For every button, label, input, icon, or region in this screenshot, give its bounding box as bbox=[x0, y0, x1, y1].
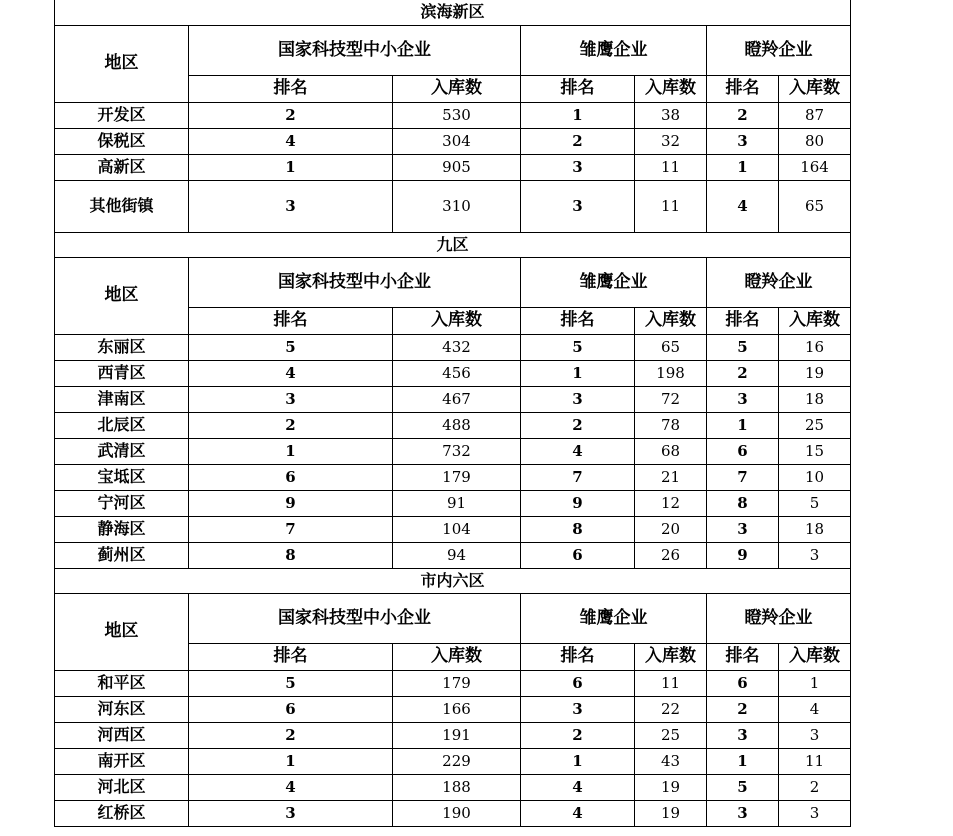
gazelle-count: 16 bbox=[779, 334, 851, 360]
table-row bbox=[55, 670, 851, 696]
sme-count: 530 bbox=[393, 102, 521, 128]
gazelle-rank: 7 bbox=[707, 464, 779, 490]
sme-count: 91 bbox=[393, 490, 521, 516]
region-name: 北辰区 bbox=[55, 412, 189, 438]
eaglet-count: 26 bbox=[635, 542, 707, 568]
sme-count: 191 bbox=[393, 722, 521, 748]
region-name: 红桥区 bbox=[55, 800, 189, 826]
table-row bbox=[55, 774, 851, 800]
eaglet-rank: 6 bbox=[521, 670, 635, 696]
group-header-gazelle: 瞪羚企业 bbox=[707, 257, 851, 307]
gazelle-count: 11 bbox=[779, 748, 851, 774]
region-header: 地区 bbox=[55, 25, 189, 102]
gazelle-rank: 2 bbox=[707, 102, 779, 128]
eaglet-rank: 3 bbox=[521, 180, 635, 232]
sme-count: 188 bbox=[393, 774, 521, 800]
region-name: 武清区 bbox=[55, 438, 189, 464]
section-title: 市内六区 bbox=[55, 568, 851, 593]
region-name: 河西区 bbox=[55, 722, 189, 748]
table-row bbox=[55, 722, 851, 748]
sme-rank: 4 bbox=[189, 774, 393, 800]
sme-rank: 5 bbox=[189, 334, 393, 360]
group-header-sme: 国家科技型中小企业 bbox=[189, 25, 521, 75]
gazelle-rank: 4 bbox=[707, 180, 779, 232]
region-name: 静海区 bbox=[55, 516, 189, 542]
sme-count: 94 bbox=[393, 542, 521, 568]
region-name: 南开区 bbox=[55, 748, 189, 774]
eaglet-rank: 4 bbox=[521, 438, 635, 464]
table-row bbox=[55, 102, 851, 128]
gazelle-rank: 1 bbox=[707, 154, 779, 180]
rank-header: 排名 bbox=[521, 75, 635, 102]
eaglet-count: 68 bbox=[635, 438, 707, 464]
count-header: 入库数 bbox=[779, 643, 851, 670]
sme-rank: 8 bbox=[189, 542, 393, 568]
gazelle-count: 164 bbox=[779, 154, 851, 180]
eaglet-rank: 1 bbox=[521, 748, 635, 774]
eaglet-count: 25 bbox=[635, 722, 707, 748]
rank-header: 排名 bbox=[707, 307, 779, 334]
gazelle-rank: 5 bbox=[707, 334, 779, 360]
gazelle-count: 3 bbox=[779, 800, 851, 826]
rank-header: 排名 bbox=[521, 643, 635, 670]
table-row bbox=[55, 128, 851, 154]
eaglet-rank: 3 bbox=[521, 154, 635, 180]
region-name: 高新区 bbox=[55, 154, 189, 180]
sme-rank: 3 bbox=[189, 386, 393, 412]
eaglet-count: 20 bbox=[635, 516, 707, 542]
sme-count: 229 bbox=[393, 748, 521, 774]
eaglet-count: 19 bbox=[635, 800, 707, 826]
gazelle-count: 10 bbox=[779, 464, 851, 490]
region-name: 其他街镇 bbox=[55, 180, 189, 232]
eaglet-rank: 1 bbox=[521, 102, 635, 128]
eaglet-rank: 4 bbox=[521, 800, 635, 826]
sme-rank: 6 bbox=[189, 696, 393, 722]
gazelle-count: 19 bbox=[779, 360, 851, 386]
gazelle-rank: 8 bbox=[707, 490, 779, 516]
table-row bbox=[55, 334, 851, 360]
sme-count: 166 bbox=[393, 696, 521, 722]
sme-rank: 9 bbox=[189, 490, 393, 516]
sme-rank: 3 bbox=[189, 800, 393, 826]
enterprise-ranking-table bbox=[54, 0, 851, 827]
eaglet-count: 19 bbox=[635, 774, 707, 800]
table-row bbox=[55, 154, 851, 180]
table-row bbox=[55, 360, 851, 386]
eaglet-rank: 3 bbox=[521, 386, 635, 412]
sme-count: 179 bbox=[393, 464, 521, 490]
eaglet-count: 72 bbox=[635, 386, 707, 412]
table-row bbox=[55, 748, 851, 774]
sme-rank: 5 bbox=[189, 670, 393, 696]
sme-count: 190 bbox=[393, 800, 521, 826]
section-title: 滨海新区 bbox=[55, 0, 851, 25]
region-name: 河东区 bbox=[55, 696, 189, 722]
eaglet-rank: 9 bbox=[521, 490, 635, 516]
eaglet-rank: 6 bbox=[521, 542, 635, 568]
sme-rank: 2 bbox=[189, 722, 393, 748]
group-header-gazelle: 瞪羚企业 bbox=[707, 593, 851, 643]
group-header-eaglet: 雏鹰企业 bbox=[521, 257, 707, 307]
group-header-eaglet: 雏鹰企业 bbox=[521, 593, 707, 643]
sme-rank: 6 bbox=[189, 464, 393, 490]
sme-rank: 2 bbox=[189, 102, 393, 128]
rank-header: 排名 bbox=[189, 75, 393, 102]
eaglet-count: 11 bbox=[635, 180, 707, 232]
gazelle-count: 65 bbox=[779, 180, 851, 232]
sme-rank: 2 bbox=[189, 412, 393, 438]
gazelle-rank: 1 bbox=[707, 412, 779, 438]
sme-count: 488 bbox=[393, 412, 521, 438]
eaglet-count: 65 bbox=[635, 334, 707, 360]
header-row bbox=[55, 593, 851, 643]
gazelle-rank: 6 bbox=[707, 670, 779, 696]
eaglet-count: 22 bbox=[635, 696, 707, 722]
gazelle-count: 18 bbox=[779, 516, 851, 542]
rank-header: 排名 bbox=[707, 643, 779, 670]
eaglet-count: 21 bbox=[635, 464, 707, 490]
region-name: 西青区 bbox=[55, 360, 189, 386]
group-header-eaglet: 雏鹰企业 bbox=[521, 25, 707, 75]
region-name: 宁河区 bbox=[55, 490, 189, 516]
rank-header: 排名 bbox=[707, 75, 779, 102]
gazelle-count: 1 bbox=[779, 670, 851, 696]
sme-rank: 1 bbox=[189, 748, 393, 774]
section-title-row bbox=[55, 0, 851, 25]
sme-rank: 7 bbox=[189, 516, 393, 542]
table-row bbox=[55, 386, 851, 412]
count-header: 入库数 bbox=[393, 75, 521, 102]
gazelle-rank: 1 bbox=[707, 748, 779, 774]
eaglet-rank: 4 bbox=[521, 774, 635, 800]
region-name: 开发区 bbox=[55, 102, 189, 128]
table-row bbox=[55, 490, 851, 516]
eaglet-rank: 1 bbox=[521, 360, 635, 386]
count-header: 入库数 bbox=[635, 75, 707, 102]
gazelle-count: 4 bbox=[779, 696, 851, 722]
sme-rank: 4 bbox=[189, 128, 393, 154]
gazelle-rank: 3 bbox=[707, 722, 779, 748]
table-body bbox=[55, 0, 851, 826]
gazelle-rank: 3 bbox=[707, 800, 779, 826]
sme-count: 456 bbox=[393, 360, 521, 386]
gazelle-rank: 2 bbox=[707, 360, 779, 386]
gazelle-rank: 3 bbox=[707, 128, 779, 154]
sme-count: 432 bbox=[393, 334, 521, 360]
count-header: 入库数 bbox=[635, 307, 707, 334]
gazelle-count: 2 bbox=[779, 774, 851, 800]
sme-count: 467 bbox=[393, 386, 521, 412]
gazelle-count: 15 bbox=[779, 438, 851, 464]
table-row bbox=[55, 412, 851, 438]
region-name: 和平区 bbox=[55, 670, 189, 696]
eaglet-count: 32 bbox=[635, 128, 707, 154]
region-header: 地区 bbox=[55, 257, 189, 334]
region-name: 东丽区 bbox=[55, 334, 189, 360]
region-header: 地区 bbox=[55, 593, 189, 670]
group-header-gazelle: 瞪羚企业 bbox=[707, 25, 851, 75]
eaglet-count: 78 bbox=[635, 412, 707, 438]
eaglet-count: 11 bbox=[635, 670, 707, 696]
section-title-row bbox=[55, 232, 851, 257]
eaglet-rank: 2 bbox=[521, 722, 635, 748]
sme-count: 732 bbox=[393, 438, 521, 464]
sme-rank: 1 bbox=[189, 438, 393, 464]
rank-header: 排名 bbox=[521, 307, 635, 334]
eaglet-rank: 5 bbox=[521, 334, 635, 360]
gazelle-rank: 2 bbox=[707, 696, 779, 722]
rank-header: 排名 bbox=[189, 643, 393, 670]
region-name: 津南区 bbox=[55, 386, 189, 412]
gazelle-count: 25 bbox=[779, 412, 851, 438]
gazelle-count: 3 bbox=[779, 722, 851, 748]
gazelle-rank: 9 bbox=[707, 542, 779, 568]
sme-rank: 3 bbox=[189, 180, 393, 232]
eaglet-count: 43 bbox=[635, 748, 707, 774]
gazelle-count: 87 bbox=[779, 102, 851, 128]
gazelle-count: 80 bbox=[779, 128, 851, 154]
gazelle-count: 18 bbox=[779, 386, 851, 412]
count-header: 入库数 bbox=[635, 643, 707, 670]
gazelle-count: 5 bbox=[779, 490, 851, 516]
section-title: 九区 bbox=[55, 232, 851, 257]
table-row bbox=[55, 696, 851, 722]
table-row bbox=[55, 438, 851, 464]
header-row bbox=[55, 25, 851, 75]
section-title-row bbox=[55, 568, 851, 593]
group-header-sme: 国家科技型中小企业 bbox=[189, 257, 521, 307]
count-header: 入库数 bbox=[393, 307, 521, 334]
table-row bbox=[55, 516, 851, 542]
gazelle-rank: 3 bbox=[707, 516, 779, 542]
region-name: 宝坻区 bbox=[55, 464, 189, 490]
region-name: 保税区 bbox=[55, 128, 189, 154]
eaglet-rank: 7 bbox=[521, 464, 635, 490]
sme-count: 104 bbox=[393, 516, 521, 542]
region-name: 河北区 bbox=[55, 774, 189, 800]
gazelle-rank: 5 bbox=[707, 774, 779, 800]
eaglet-count: 11 bbox=[635, 154, 707, 180]
eaglet-rank: 3 bbox=[521, 696, 635, 722]
sme-count: 179 bbox=[393, 670, 521, 696]
table-row bbox=[55, 180, 851, 232]
table-row bbox=[55, 542, 851, 568]
count-header: 入库数 bbox=[779, 307, 851, 334]
eaglet-count: 38 bbox=[635, 102, 707, 128]
group-header-sme: 国家科技型中小企业 bbox=[189, 593, 521, 643]
sme-count: 905 bbox=[393, 154, 521, 180]
count-header: 入库数 bbox=[779, 75, 851, 102]
sme-rank: 4 bbox=[189, 360, 393, 386]
sme-count: 304 bbox=[393, 128, 521, 154]
sme-count: 310 bbox=[393, 180, 521, 232]
count-header: 入库数 bbox=[393, 643, 521, 670]
gazelle-rank: 6 bbox=[707, 438, 779, 464]
sme-rank: 1 bbox=[189, 154, 393, 180]
gazelle-rank: 3 bbox=[707, 386, 779, 412]
table-row bbox=[55, 464, 851, 490]
header-row bbox=[55, 257, 851, 307]
table-row bbox=[55, 800, 851, 826]
eaglet-rank: 2 bbox=[521, 412, 635, 438]
rank-header: 排名 bbox=[189, 307, 393, 334]
gazelle-count: 3 bbox=[779, 542, 851, 568]
eaglet-count: 12 bbox=[635, 490, 707, 516]
eaglet-rank: 2 bbox=[521, 128, 635, 154]
region-name: 蓟州区 bbox=[55, 542, 189, 568]
eaglet-count: 198 bbox=[635, 360, 707, 386]
eaglet-rank: 8 bbox=[521, 516, 635, 542]
